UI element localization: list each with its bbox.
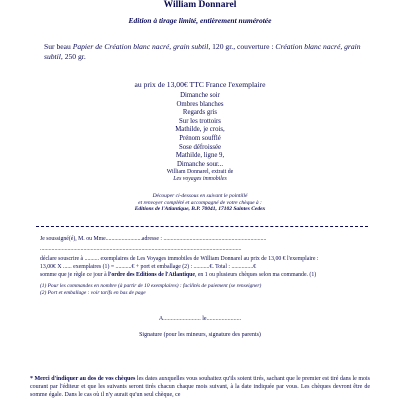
quantity-total-field[interactable]: 13,00€ X ...... exemplaires (1) = ...........€ + port et emballage (2) : ...........€. Total : ...............€ [40,264,257,270]
footer-text: les dates auxquelles vous souhaitez qu'ils soient tirés, sachant que le premier est tiré dans le mois courant par l'éditeur et que les suivants seront tirés chacun chaque mois suivant, à la date indiquée par vous. Les chèques devront être de somme égale. Dans le cas où il n'y aurait qu'un seul chèque, ce [30,376,371,398]
paper-mid-2: , 250 gr. [60,52,86,61]
cut-line-2: et renvoyer complété et accompagné de votre chèque à : [138,199,262,206]
author-name: William Donnarel [163,0,237,10]
poem-line: Sose défroissée [178,143,222,151]
poem-line: Ombres blanches [176,100,224,108]
payment-payee: l'ordre des Editions de l'Atlantique [108,272,195,278]
poem-line: Dimanche sour... [176,160,224,168]
paper-description [44,42,374,62]
extract-credit: William Donnarel, extrait de [166,169,234,176]
note-shipping: (2) Port et emballage : voir tarifs en bas de page [40,290,146,296]
edition-subtitle: Edition à tirage limité, entièrement numérotée [128,16,272,25]
paper-name-cover: Création blanc nacré, grain subtil [44,42,361,61]
poem-line: Regards gris [182,109,218,117]
poem-line: Prénom soufflé [179,134,221,142]
poem-list [0,92,400,183]
footer-note [30,375,370,399]
price-line: au prix de 13,00€ TTC France l'exemplaire [134,80,266,89]
book-title: Les voyages immobiles [173,176,227,183]
payment-post: , en 1 ou plusieurs chèques selon ma commande. (1) [194,272,317,278]
place-date-field[interactable]: A......................... le....................... [158,316,242,322]
poem-line: Dimanche soir [180,92,220,99]
poem-line: Sur les trottoirs [179,117,221,125]
subscription-line: déclare souscrire à .......... exemplaires de Les Voyages immobiles de William Donnarel au prix de 13,00 € l'exemplaire : [40,256,319,262]
cut-instructions [0,193,400,213]
address-continuation-field[interactable]: ........................................................................................................................................... [40,246,242,252]
paper-prefix: Sur beau [44,42,73,51]
poem-line: Mathilde, je crois, [175,126,225,134]
footer-bold: * Merci d'indiquer au dos de vos chèques [30,376,136,382]
cut-line-1: Découper ci-dessous en suivant le pointillé [152,193,248,199]
note-bulk-orders: (1) Pour les commandes en nombre (à partir de 10 exemplaires) : facilités de paiement (se renseigner) [40,283,262,289]
publisher-address: Editions de l'Atlantique, B.P. 70041, 17102 Saintes Cedex [134,206,266,213]
payment-pre: somme que je règle ce jour à [40,272,109,278]
subscriber-name-field[interactable]: Je soussigné(é), M. ou Mme.........................adresse : ....................................................................... [40,236,267,242]
paper-name-interior: Papier de Création blanc nacré, grain subtil [72,42,209,51]
signature-caption: Signature (pour les mineurs, signature des parents) [139,332,261,338]
paper-mid-1: , 120 gr., couverture : [208,42,276,51]
cut-line-divider [36,226,368,227]
poem-line: Mathilde, ligne 9, [175,152,225,160]
payment-line [40,272,380,278]
